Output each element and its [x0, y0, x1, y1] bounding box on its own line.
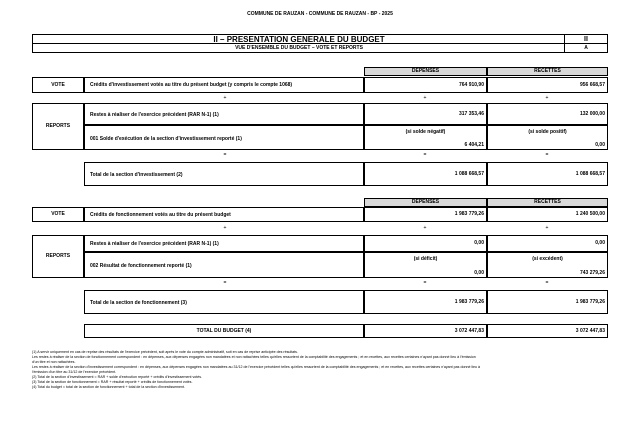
inv-solde-rec-cell — [487, 125, 608, 150]
col-header-depenses: DEPENSES — [364, 67, 487, 76]
op-rar-dep: 0,00 — [364, 235, 487, 252]
footnote-line: l'émission d'un titre au 31/12 de l'exercice précédent. — [32, 370, 117, 374]
inv-equals-sign-rec: = — [545, 152, 549, 158]
inv-rar-rec: 132 000,00 — [487, 103, 608, 125]
op-plus-sign-rec: + — [545, 225, 549, 231]
footnote-line: Les restes à réaliser de la section de fonctionnement correspondent : en dépenses, aux dépenses engagées non mandatées et non rattachées telles qu'elles ressortent de la comptabilité des engagements ; et en recettes, aux recettes certaines n'ayant pas donné lieu à l'émission — [32, 355, 476, 359]
footnote-line: Les restes à réaliser de la section d'investissement correspondent : en dépenses, aux dépenses engagées non mandatées au 31/12 de l'exercice précédent telles qu'elles ressortent de la comptabilité des engagements ; et en recettes, aux recettes certaines n'ayant pas donné lieu à — [32, 365, 481, 369]
op-equals-sign: = — [223, 280, 227, 286]
op-vote-dep: 1 983 779,26 — [364, 207, 487, 222]
op-result-rec: 743 279,26 — [579, 270, 605, 276]
inv-reports-label: REPORTS — [32, 103, 84, 150]
op-vote-rec: 1 240 500,00 — [487, 207, 608, 222]
inv-total-dep: 1 088 668,57 — [364, 162, 487, 186]
inv-vote-desc: Crédits d'investissement votés au titre du présent budget (y compris le compte 1068) — [90, 82, 293, 88]
col-header-depenses-2: DEPENSES — [364, 198, 487, 207]
op-vote-desc: Crédits de fonctionnement votés au titre du présent budget — [90, 212, 231, 218]
op-vote-label: VOTE — [32, 207, 84, 222]
inv-solde-dep: 6 404,21 — [464, 142, 484, 148]
page-title: II – PRESENTATION GENERALE DU BUDGET — [213, 35, 385, 44]
op-rar-desc: Restes à réaliser de l'exercice précédent (RAR N-1) (1) — [90, 241, 219, 247]
inv-total-desc-cell — [84, 162, 364, 186]
inv-solde-dep-cell — [364, 125, 487, 150]
footnote-line: (3) Total de la section de fonctionnement = RAR + résultat reporté + crédits de fonctionnement votés. — [32, 380, 193, 384]
op-result-dep-cell — [364, 252, 487, 278]
op-vote-desc-cell — [84, 207, 364, 222]
inv-rar-dep: 317 353,46 — [364, 103, 487, 125]
inv-rar-desc-cell — [84, 103, 364, 125]
footnote-line: (1) A servir uniquement en cas de reprise des résultats de l'exercice précédent, soit après le vote du compte administratif, soit en cas de reprise anticipée des résultats. — [32, 350, 298, 354]
grand-total-rec: 3 072 447,83 — [487, 324, 608, 338]
inv-equals-sign: = — [223, 152, 227, 158]
code-main: II — [584, 36, 588, 43]
inv-solde-desc-cell — [84, 125, 364, 150]
footnote-line: d'un titre et non rattachées. — [32, 360, 76, 364]
title-box — [32, 34, 608, 53]
code-sub: A — [584, 45, 588, 51]
op-total-rec: 1 983 779,26 — [487, 290, 608, 314]
op-result-rec-note: (si excédent) — [532, 256, 563, 262]
col-header-recettes: RECETTES — [487, 67, 608, 76]
grand-total-dep: 3 072 447,83 — [364, 324, 487, 338]
op-equals-sign-dep: = — [423, 280, 427, 286]
inv-plus-sign-dep: + — [423, 95, 427, 101]
inv-rar-desc: Restes à réaliser de l'exercice précédent (RAR N-1) (1) — [90, 112, 219, 118]
inv-vote-rec: 956 668,57 — [487, 77, 608, 93]
op-result-rec-cell — [487, 252, 608, 278]
inv-plus-sign: + — [223, 95, 227, 101]
op-total-dep: 1 983 779,26 — [364, 290, 487, 314]
footnotes — [32, 350, 632, 390]
op-result-dep: 0,00 — [474, 270, 484, 276]
inv-solde-desc: 001 Solde d'exécution de la section d'investissement reporté (1) — [90, 136, 242, 142]
inv-total-rec: 1 088 668,57 — [487, 162, 608, 186]
col-header-recettes-2: RECETTES — [487, 198, 608, 207]
inv-vote-label: VOTE — [32, 77, 84, 93]
commune-header: COMMUNE DE RAUZAN - COMMUNE DE RAUZAN - BP - 2025 — [247, 11, 393, 17]
op-rar-desc-cell — [84, 235, 364, 252]
op-result-desc-cell — [84, 252, 364, 278]
op-plus-sign-dep: + — [423, 225, 427, 231]
op-reports-label: REPORTS — [32, 235, 84, 278]
op-total-desc-cell — [84, 290, 364, 314]
inv-solde-rec-note: (si solde positif) — [528, 129, 567, 135]
inv-vote-desc-cell — [84, 77, 364, 93]
op-rar-rec: 0,00 — [487, 235, 608, 252]
inv-total-desc: Total de la section d'investissement (2) — [90, 172, 183, 178]
op-equals-sign-rec: = — [545, 280, 549, 286]
footnote-line: (2) Total de la section d'investissement = RAR + solde d'exécution reporté + crédits d'investissement votés. — [32, 375, 203, 379]
op-total-desc: Total de la section de fonctionnement (3) — [90, 300, 187, 306]
op-result-dep-note: (si déficit) — [413, 256, 438, 262]
inv-plus-sign-rec: + — [545, 95, 549, 101]
inv-solde-rec: 0,00 — [595, 142, 605, 148]
op-plus-sign: + — [223, 225, 227, 231]
grand-total-label: TOTAL DU BUDGET (4) — [84, 324, 364, 338]
inv-vote-dep: 764 910,90 — [364, 77, 487, 93]
footnote-line: (4) Total du budget = total de la section de fonctionnement + total de la section d'investissement. — [32, 385, 186, 389]
page-subtitle: VUE D'ENSEMBLE DU BUDGET – VOTE ET REPORTS — [235, 45, 363, 51]
inv-solde-dep-note: (si solde négatif) — [405, 129, 446, 135]
inv-equals-sign-dep: = — [423, 152, 427, 158]
op-result-desc: 002 Résultat de fonctionnement reporté (1) — [90, 263, 192, 269]
